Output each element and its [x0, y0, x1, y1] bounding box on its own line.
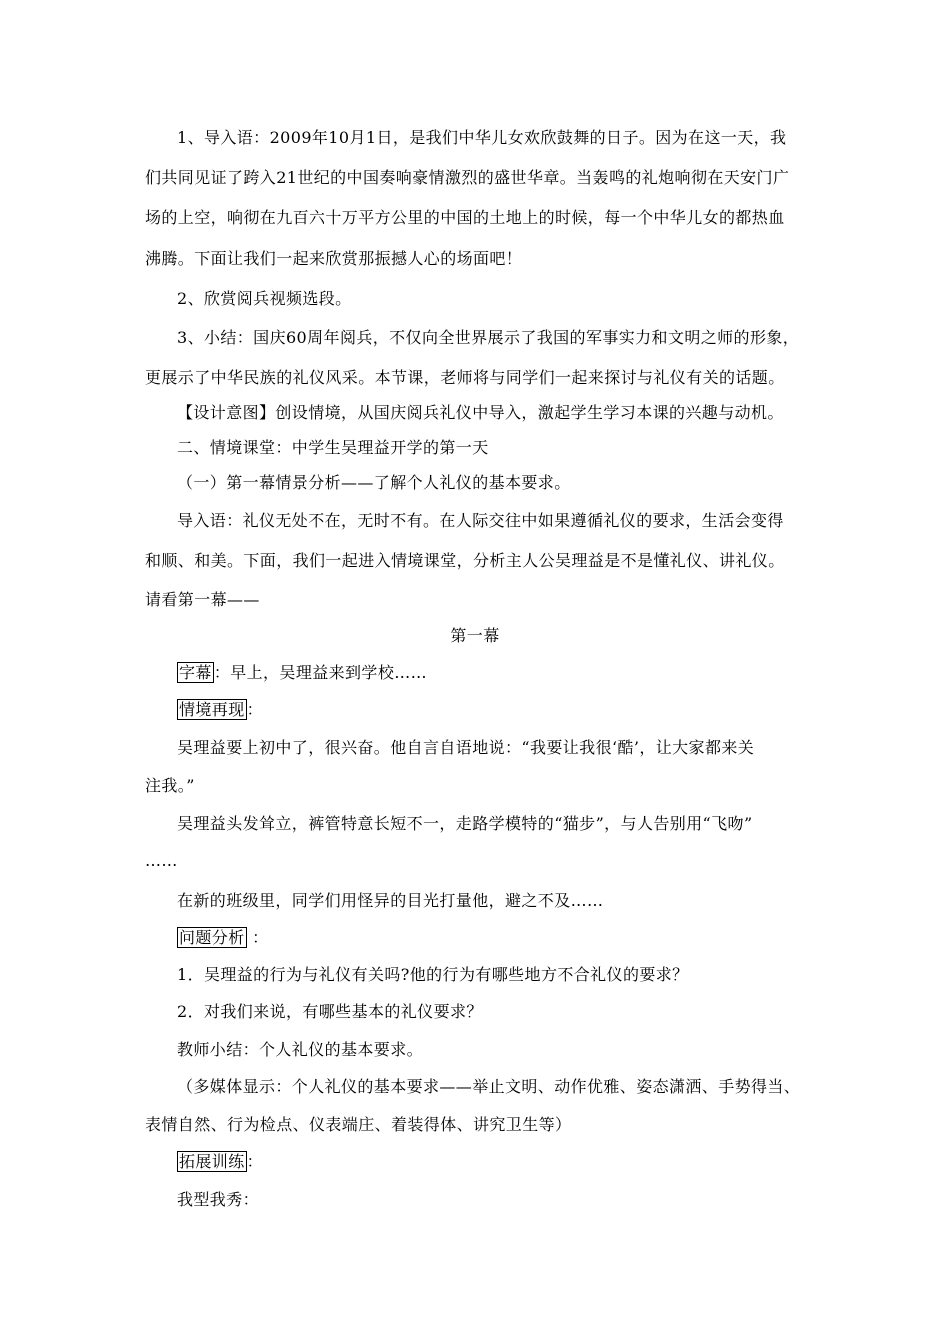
- question-line: 2．对我们来说，有哪些基本的礼仪要求？: [177, 1002, 483, 1021]
- paragraph-line: 教师小结：个人礼仪的基本要求。: [177, 1040, 424, 1059]
- paragraph-line: 注我。”: [145, 776, 195, 795]
- analysis-colon: ：: [246, 928, 269, 947]
- paragraph-line: 请看第一幕——: [145, 590, 260, 609]
- subtitle-label: 字幕: [179, 663, 212, 682]
- paragraph-line: 吴理益要上初中了，很兴奋。他自言自语地说：“我要让我很‘酷’，让大家都来关: [177, 738, 755, 757]
- paragraph-line: 表情自然、行为检点、仪表端庄、着装得体、讲究卫生等）: [145, 1115, 572, 1134]
- training-colon: ：: [246, 1152, 264, 1171]
- paragraph-line: 在新的班级里，同学们用怪异的目光打量他，避之不及……: [177, 891, 604, 910]
- analysis-label: 问题分析: [179, 928, 245, 947]
- paragraph-line: 3、小结：国庆60周年阅兵，不仅向全世界展示了我国的军事实力和文明之师的形象，: [177, 328, 800, 347]
- paragraph-line: 沸腾。下面让我们一起来欣赏那振撼人心的场面吧！: [145, 249, 523, 268]
- paragraph-line: 1、导入语：2009年10月1日，是我们中华儿女欢欣鼓舞的日子。因为在这一天，我: [177, 128, 787, 147]
- analysis-label-line: [177, 928, 269, 948]
- paragraph-line: 更展示了中华民族的礼仪风采。本节课，老师将与同学们一起来探讨与礼仪有关的话题。: [145, 368, 785, 387]
- paragraph-line: ……: [145, 851, 178, 870]
- scene-title: 第一幕: [450, 626, 500, 645]
- scene-label-line: [177, 700, 263, 720]
- paragraph-line: 和顺、和美。下面，我们一起进入情境课堂，分析主人公吴理益是不是懂礼仪、讲礼仪。: [145, 551, 785, 570]
- subtitle-text: ：早上，吴理益来到学校……: [213, 663, 428, 682]
- training-label: 拓展训练: [179, 1152, 245, 1171]
- paragraph-line: 我型我秀：: [177, 1190, 260, 1209]
- training-label-line: [177, 1152, 263, 1172]
- paragraph-line: 导入语：礼仪无处不在，无时不有。在人际交往中如果遵循礼仪的要求，生活会变得: [177, 511, 784, 530]
- paragraph-line: 场的上空，响彻在九百六十万平方公里的中国的土地上的时候，每一个中华儿女的都热血: [145, 208, 785, 227]
- section-heading: 二、情境课堂：中学生吴理益开学的第一天: [177, 438, 489, 457]
- design-intent-line: 【设计意图】创设情境，从国庆阅兵礼仪中导入，激起学生学习本课的兴趣与动机。: [177, 403, 784, 422]
- paragraph-line: （多媒体显示：个人礼仪的基本要求——举止文明、动作优雅、姿态潇洒、手势得当、: [177, 1077, 801, 1096]
- paragraph-line: 吴理益头发耸立，裤管特意长短不一，走路学模特的“猫步”，与人告别用“飞吻”: [177, 814, 753, 833]
- subtitle-line: [177, 663, 427, 683]
- question-line: 1．吴理益的行为与礼仪有关吗?他的行为有哪些地方不合礼仪的要求？: [177, 965, 689, 984]
- scene-label: 情境再现: [179, 700, 245, 719]
- scene-colon: ：: [246, 700, 264, 719]
- subsection-heading: （一）第一幕情景分析——了解个人礼仪的基本要求。: [177, 473, 571, 492]
- paragraph-line: 2、欣赏阅兵视频选段。: [177, 289, 352, 308]
- paragraph-line: 们共同见证了跨入21世纪的中国奏响豪情激烈的盛世华章。当轰鸣的礼炮响彻在天安门广: [145, 168, 790, 187]
